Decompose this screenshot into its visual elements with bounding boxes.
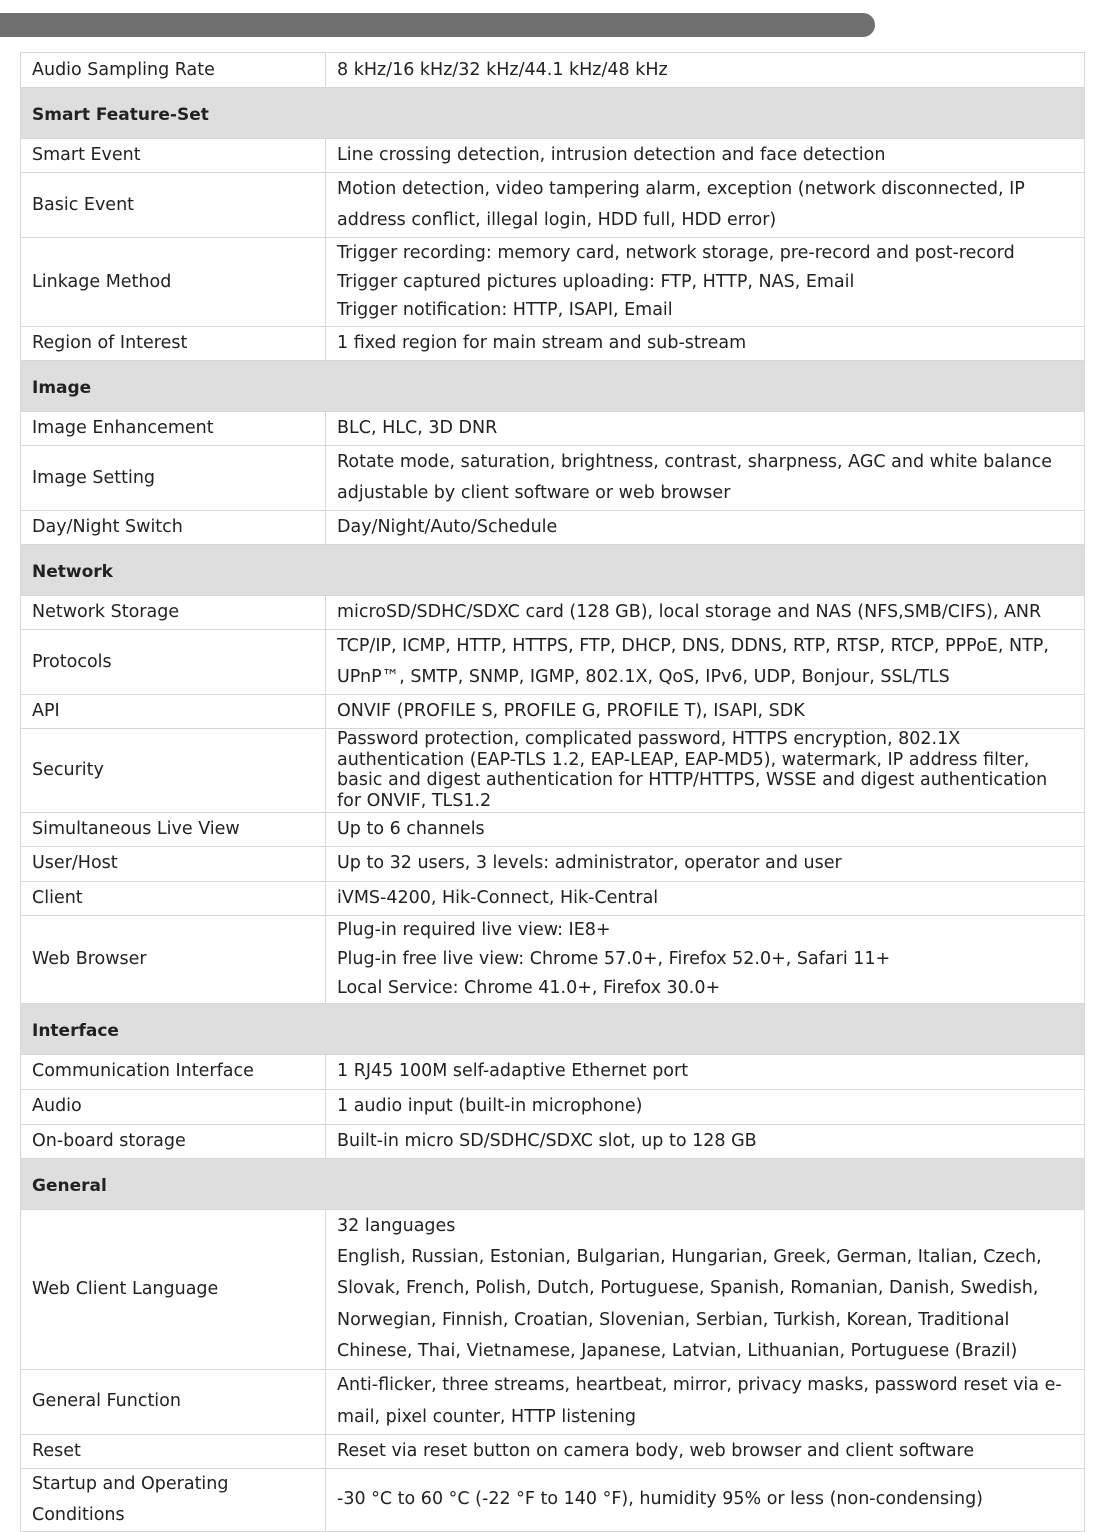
spec-value-line: Up to 6 channels — [337, 818, 485, 839]
spec-label: Startup and Operating Conditions — [21, 1468, 326, 1531]
section-header-row — [21, 545, 1085, 596]
spec-label: Communication Interface — [21, 1054, 326, 1089]
spec-label: Smart Event — [21, 139, 326, 173]
spec-label: User/Host — [21, 846, 326, 881]
spec-value — [326, 596, 1085, 630]
spec-row — [21, 173, 1085, 238]
spec-label: Region of Interest — [21, 327, 326, 361]
spec-value-line: Plug-in free live view: Chrome 57.0+, Firefox 52.0+, Safari 11+ — [337, 948, 891, 969]
spec-value-line: 1 fixed region for main stream and sub-stream — [337, 333, 747, 354]
spec-row — [21, 1054, 1085, 1089]
spec-value-line: BLC, HLC, 3D DNR — [337, 418, 498, 439]
spec-value-line: Anti-flicker, three streams, heartbeat, mirror, privacy masks, password reset via e-mail, pixel counter, HTTP listening — [337, 1375, 1062, 1427]
spec-value-line: 1 audio input (built-in microphone) — [337, 1096, 643, 1117]
section-header-row — [21, 361, 1085, 412]
section-header-row — [21, 88, 1085, 139]
spec-value-line: Trigger recording: memory card, network storage, pre-record and post-record — [337, 242, 1015, 263]
spec-value — [326, 1369, 1085, 1434]
spec-value-line: Motion detection, video tampering alarm, exception (network disconnected, IP address conflict, illegal login, HDD full, HDD error) — [337, 178, 1031, 230]
spec-value — [326, 915, 1085, 1003]
spec-row — [21, 1124, 1085, 1158]
spec-value-line: microSD/SDHC/SDXC card (128 GB), local storage and NAS (NFS,SMB/CIFS), ANR — [337, 602, 1042, 623]
spec-row — [21, 812, 1085, 846]
spec-value — [326, 1054, 1085, 1089]
spec-value-line: Trigger notification: HTTP, ISAPI, Email — [337, 300, 673, 321]
section-header-row — [21, 1158, 1085, 1209]
spec-row — [21, 630, 1085, 695]
section-header-row — [21, 1003, 1085, 1054]
spec-value — [326, 53, 1085, 88]
spec-label: General Function — [21, 1369, 326, 1434]
spec-value-line: Password protection, complicated password, HTTPS encryption, 802.1X authentication (EAP-TLS 1.2, EAP-LEAP, EAP-MD5), watermark, IP address filter, basic and digest authentication for HTTP/HTTPS, WSSE and digest authentication for ONVIF, TLS1.2 — [337, 729, 1053, 811]
spec-row — [21, 881, 1085, 915]
spec-label: API — [21, 695, 326, 729]
spec-value — [326, 812, 1085, 846]
spec-label: Audio Sampling Rate — [21, 53, 326, 88]
spec-label: Image Setting — [21, 446, 326, 511]
spec-value — [326, 238, 1085, 327]
spec-value-line: 8 kHz/16 kHz/32 kHz/44.1 kHz/48 kHz — [337, 59, 668, 80]
spec-label: Client — [21, 881, 326, 915]
spec-label: Linkage Method — [21, 238, 326, 327]
spec-value-line: Rotate mode, saturation, brightness, contrast, sharpness, AGC and white balance adjustable by client software or web browser — [337, 451, 1058, 503]
spec-value — [326, 846, 1085, 881]
spec-row — [21, 729, 1085, 813]
spec-row — [21, 915, 1085, 1003]
spec-label: Web Browser — [21, 915, 326, 1003]
spec-value — [326, 412, 1085, 446]
spec-label: Web Client Language — [21, 1209, 326, 1369]
spec-value-line: Local Service: Chrome 41.0+, Firefox 30.0+ — [337, 977, 721, 998]
spec-row — [21, 1468, 1085, 1531]
spec-value — [326, 1209, 1085, 1369]
spec-row — [21, 53, 1085, 88]
spec-table — [20, 52, 1085, 1532]
spec-row — [21, 695, 1085, 729]
spec-value — [326, 695, 1085, 729]
spec-value — [326, 881, 1085, 915]
spec-label: Protocols — [21, 630, 326, 695]
spec-row — [21, 412, 1085, 446]
section-title: Interface — [21, 1003, 1085, 1054]
section-title: Network — [21, 545, 1085, 596]
spec-label: Audio — [21, 1089, 326, 1124]
spec-row — [21, 1089, 1085, 1124]
spec-value — [326, 511, 1085, 545]
spec-row — [21, 446, 1085, 511]
spec-value-line: TCP/IP, ICMP, HTTP, HTTPS, FTP, DHCP, DNS, DDNS, RTP, RTSP, RTCP, PPPoE, NTP, UPnP™, SMTP, SNMP, IGMP, 802.1X, QoS, IPv6, UDP, Bonjour, SSL/TLS — [337, 635, 1055, 687]
spec-value-line: Day/Night/Auto/Schedule — [337, 517, 558, 538]
spec-label: Reset — [21, 1434, 326, 1468]
spec-value — [326, 1089, 1085, 1124]
spec-row — [21, 596, 1085, 630]
spec-value-line: Reset via reset button on camera body, web browser and client software — [337, 1440, 975, 1461]
spec-value-line: ONVIF (PROFILE S, PROFILE G, PROFILE T), ISAPI, SDK — [337, 701, 805, 722]
spec-row — [21, 327, 1085, 361]
spec-label: Image Enhancement — [21, 412, 326, 446]
spec-value — [326, 327, 1085, 361]
spec-value — [326, 446, 1085, 511]
spec-label: Simultaneous Live View — [21, 812, 326, 846]
spec-label: Network Storage — [21, 596, 326, 630]
spec-value — [326, 630, 1085, 695]
spec-value-line: Up to 32 users, 3 levels: administrator, operator and user — [337, 853, 842, 874]
spec-value-line: Line crossing detection, intrusion detection and face detection — [337, 145, 886, 166]
spec-label: Day/Night Switch — [21, 511, 326, 545]
spec-label: Basic Event — [21, 173, 326, 238]
section-title: Image — [21, 361, 1085, 412]
spec-value — [326, 729, 1085, 813]
spec-row — [21, 511, 1085, 545]
header-bar — [0, 13, 875, 37]
spec-value-line: 32 languages — [337, 1216, 456, 1237]
spec-label: Security — [21, 729, 326, 813]
spec-value — [326, 173, 1085, 238]
spec-value — [326, 1124, 1085, 1158]
spec-value — [326, 1468, 1085, 1531]
spec-value — [326, 1434, 1085, 1468]
spec-value-line: Built-in micro SD/SDHC/SDXC slot, up to 128 GB — [337, 1130, 757, 1151]
spec-row — [21, 139, 1085, 173]
spec-row — [21, 1369, 1085, 1434]
spec-row — [21, 238, 1085, 327]
spec-value-line: -30 °C to 60 °C (-22 °F to 140 °F), humidity 95% or less (non-condensing) — [337, 1489, 984, 1510]
spec-row — [21, 1209, 1085, 1369]
spec-row — [21, 846, 1085, 881]
section-title: General — [21, 1158, 1085, 1209]
spec-label: On-board storage — [21, 1124, 326, 1158]
spec-value-line: Plug-in required live view: IE8+ — [337, 919, 611, 940]
spec-value-line: English, Russian, Estonian, Bulgarian, Hungarian, Greek, German, Italian, Czech, Slovak, French, Polish, Dutch, Portuguese, Spanish, Romanian, Danish, Swedish, Norwegian, Finnish, Croatian, Slovenian, Serbian, Turkish, Korean, Traditional Chinese, Thai, Vietnamese, Japanese, Latvian, Lithuanian, Portuguese (Brazil) — [337, 1247, 1048, 1361]
spec-value-line: iVMS-4200, Hik-Connect, Hik-Central — [337, 887, 659, 908]
section-title: Smart Feature-Set — [21, 88, 1085, 139]
spec-value-line: 1 RJ45 100M self-adaptive Ethernet port — [337, 1061, 689, 1082]
spec-row — [21, 1434, 1085, 1468]
spec-value-line: Trigger captured pictures uploading: FTP, HTTP, NAS, Email — [337, 271, 855, 292]
spec-value — [326, 139, 1085, 173]
